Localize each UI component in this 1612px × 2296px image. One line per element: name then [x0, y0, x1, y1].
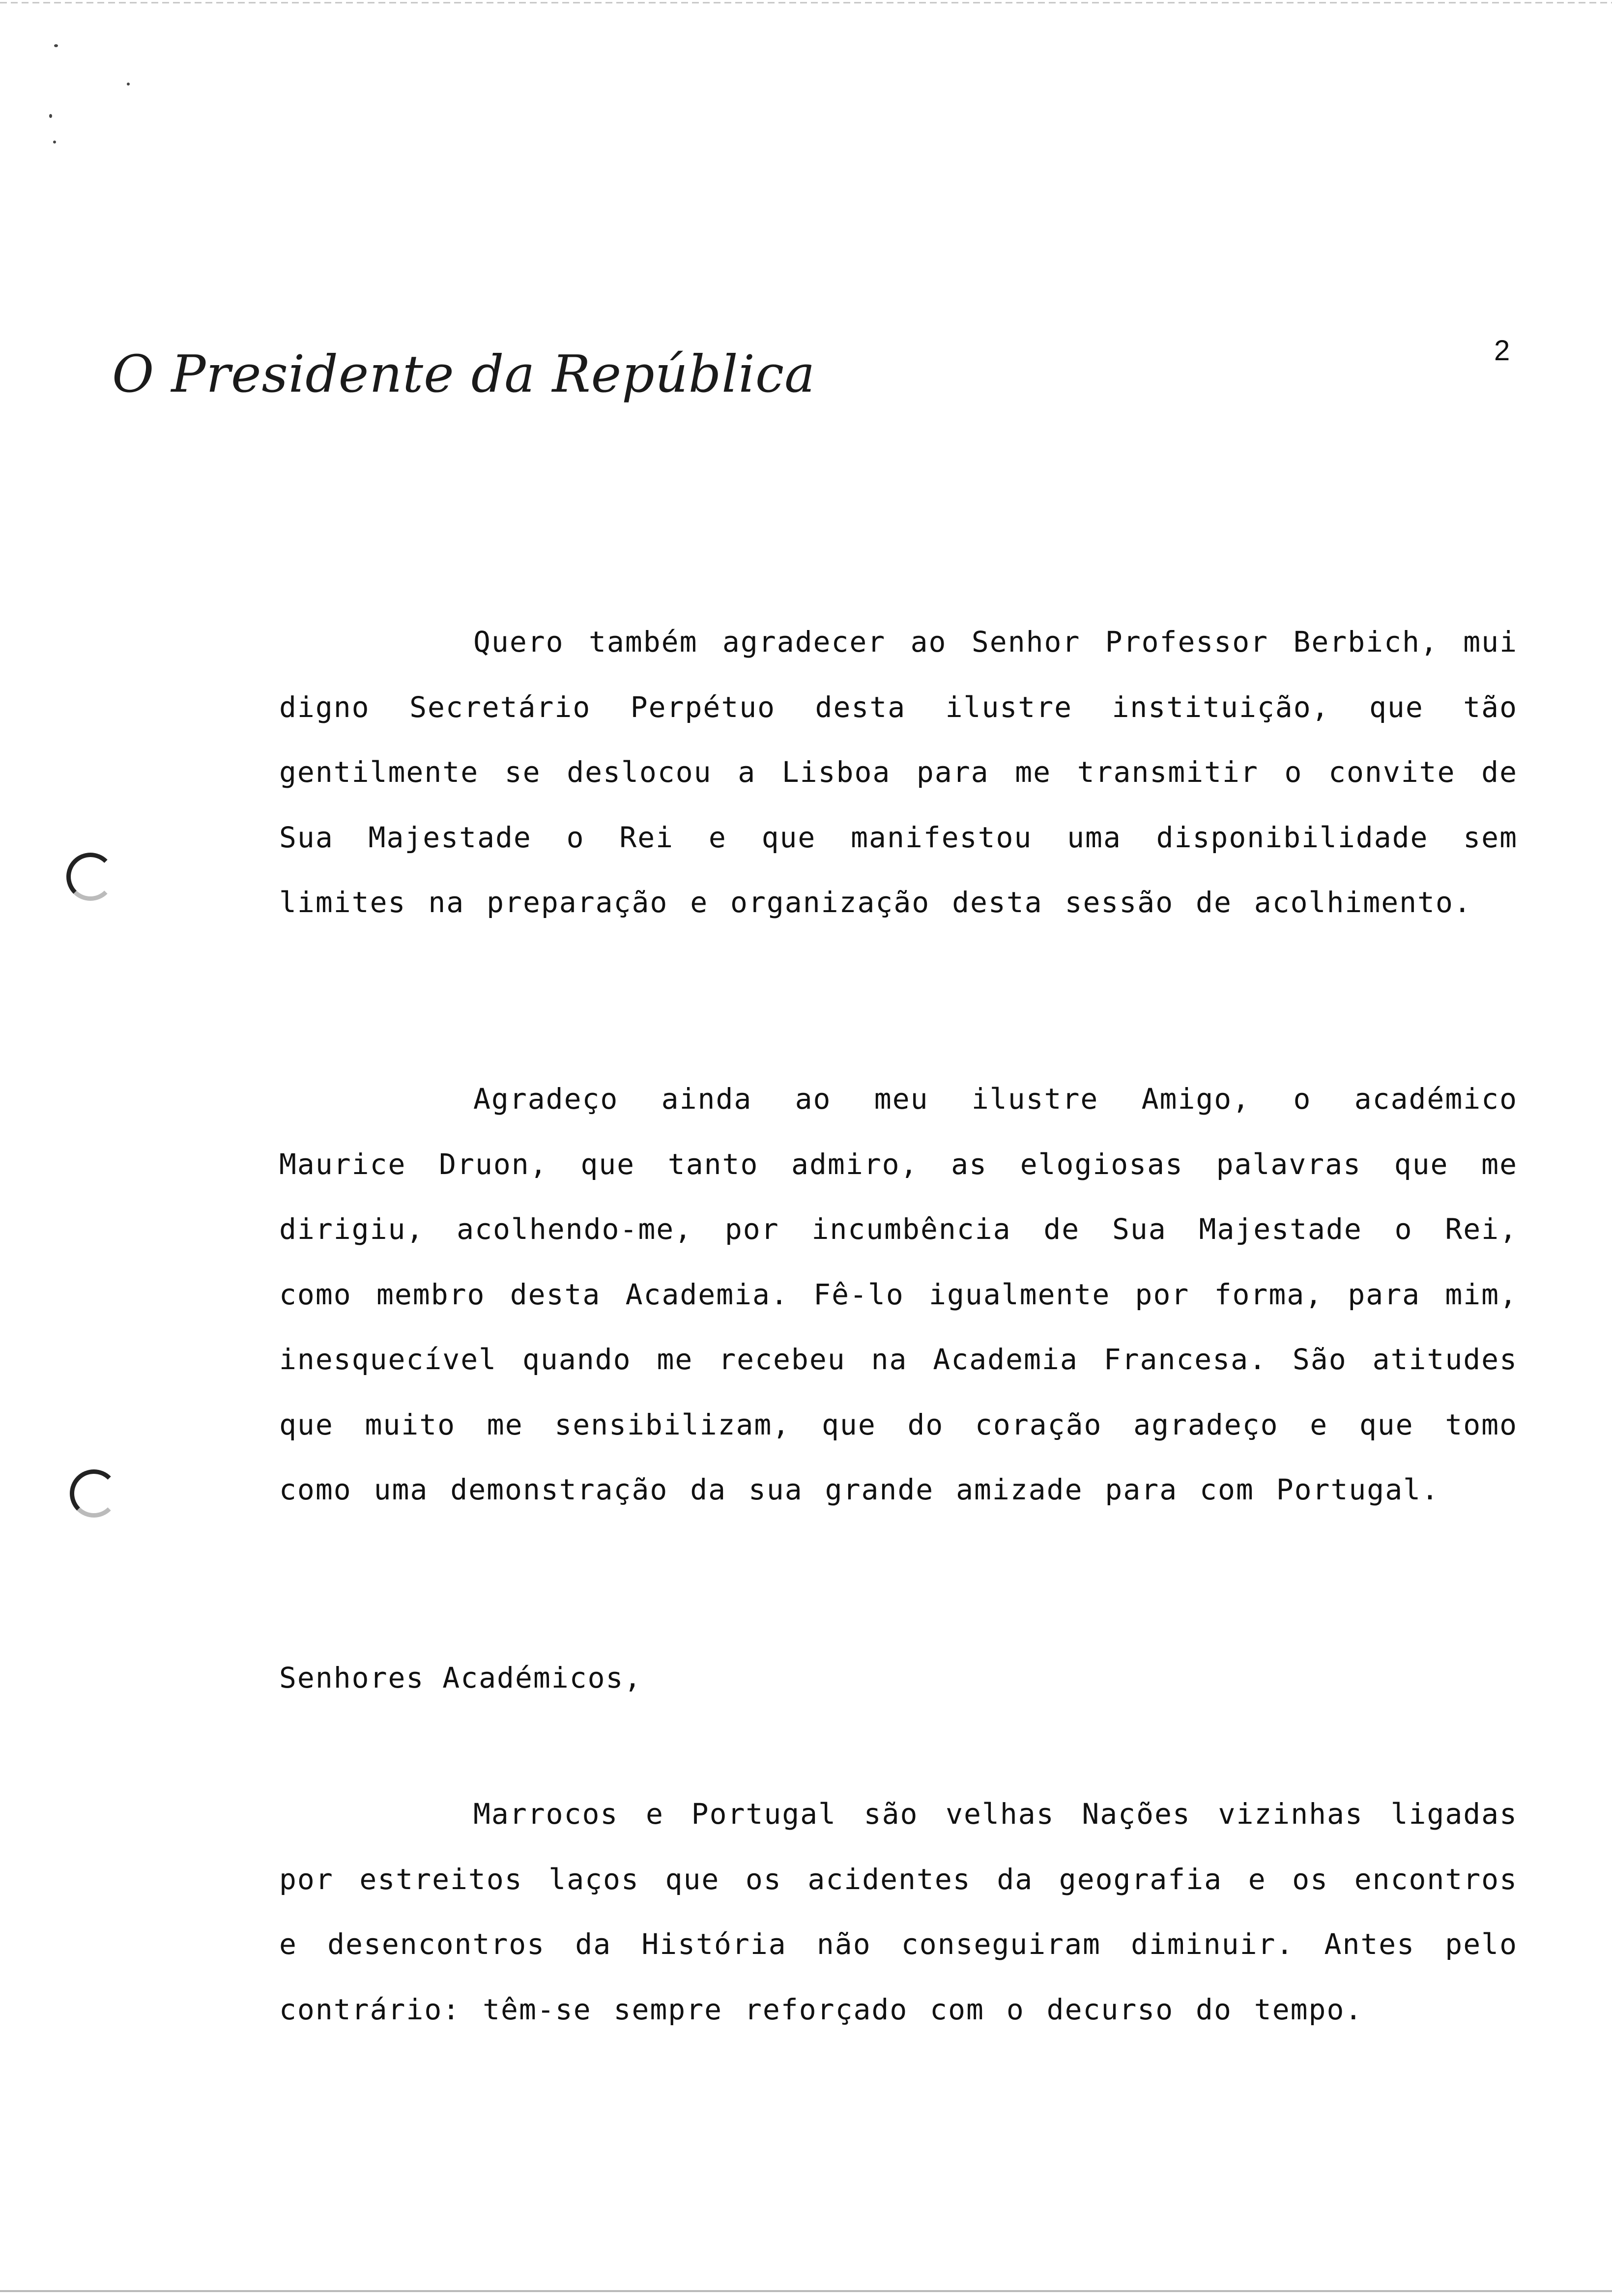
paragraph: Quero também agradecer ao Senhor Professor Berbich, mui digno Secretário Perpétuo desta ilustre instituição, que tão gentilmente se deslocou a Lisboa para me transmitir o convite de Sua Majestade o Rei e que manifestou uma disponibilidade sem limites na preparação e organização desta sessão de acolhimento.: [279, 625, 1518, 919]
paragraph-block-1: [279, 609, 1518, 935]
paragraph: Agradeço ainda ao meu ilustre Amigo, o académico Maurice Druon, que tanto admiro, as elogiosas palavras que me dirigiu, acolhendo-me, por incumbência de Sua Majestade o Rei, como membro desta Academia. Fê-lo igualmente por forma, para mim, inesquecível quando me recebeu na Academia Francesa. São atitudes que muito me sensibilizam, que do coração agradeço e que tomo como uma demonstração da sua grande amizade para com Portugal.: [279, 1082, 1518, 1506]
paragraph-block-3: [279, 1781, 1518, 2042]
page-number: 2: [1494, 335, 1510, 367]
scan-speck: [49, 114, 52, 118]
salutation: Senhores Académicos,: [279, 1661, 642, 1694]
scan-bottom-edge: [0, 2290, 1612, 2292]
punch-hole-icon: [66, 853, 115, 901]
scan-top-edge: [0, 2, 1612, 3]
paragraph-block-2: [279, 1066, 1518, 1522]
scan-speck: [127, 83, 130, 86]
scan-speck: [54, 44, 58, 47]
paragraph: Marrocos e Portugal são velhas Nações vizinhas ligadas por estreitos laços que os acidentes da geografia e os encontros e desencontros da História não conseguiram diminuir. Antes pelo contrário: têm-se sempre reforçado com o decurso do tempo.: [279, 1797, 1518, 2026]
punch-hole-icon: [70, 1469, 118, 1518]
letterhead-title: O Presidente da República: [112, 344, 816, 404]
scan-speck: [53, 141, 56, 144]
